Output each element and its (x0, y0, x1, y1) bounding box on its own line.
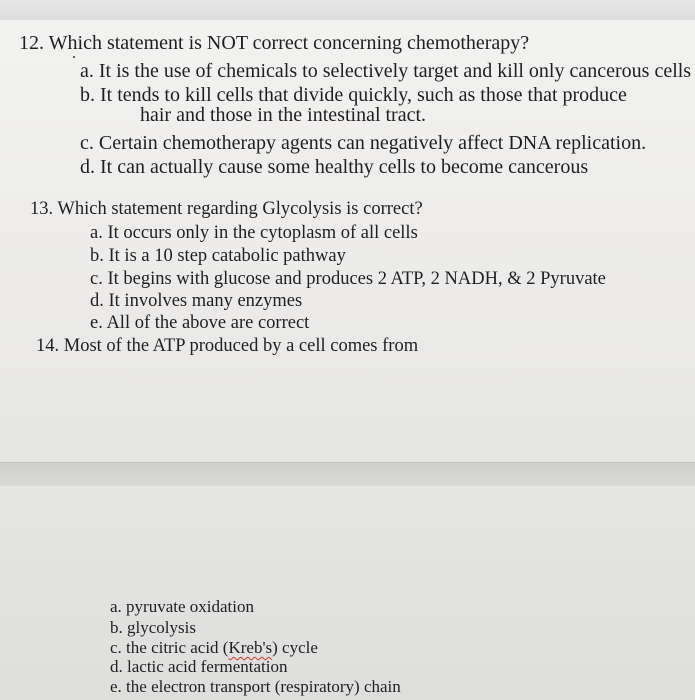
q13-option-d: d. It involves many enzymes (90, 291, 303, 311)
q14-option-e: e. the electron transport (respiratory) chain (110, 677, 401, 696)
q13-option-c: c. It begins with glucose and produces 2 ATP, 2 NADH, & 2 Pyruvate (90, 269, 606, 289)
page-gap (0, 462, 695, 488)
question-14: 14. Most of the ATP produced by a cell comes from (36, 336, 419, 356)
question-12: 12. Which statement is NOT correct concerning chemotherapy? (19, 32, 530, 54)
q14-option-a: a. pyruvate oxidation (110, 597, 254, 616)
top-band (0, 0, 695, 21)
q14-option-b: b. glycolysis (110, 618, 196, 637)
q14-option-c-prefix: c. the citric acid ( (110, 638, 229, 657)
stray-mark (73, 56, 75, 58)
question-13: 13. Which statement regarding Glycolysis is correct? (30, 199, 423, 219)
worksheet-page-lower (0, 486, 695, 700)
q14-option-c (110, 638, 318, 658)
q12-option-b-cont: hair and those in the intestinal tract. (140, 104, 427, 126)
q13-option-a: a. It occurs only in the cytoplasm of all cells (90, 223, 418, 243)
spellcheck-flagged-word: Kreb's (228, 638, 273, 657)
q13-option-b: b. It is a 10 step catabolic pathway (90, 246, 346, 266)
q13-option-e: e. All of the above are correct (90, 313, 310, 333)
q12-option-a: a. It is the use of chemicals to selectively target and kill only cancerous cells (80, 60, 692, 82)
q14-option-d: d. lactic acid fermentation (110, 657, 288, 676)
q12-option-b: b. It tends to kill cells that divide quickly, such as those that produce (80, 84, 627, 106)
q12-option-d: d. It can actually cause some healthy cells to become cancerous (80, 156, 589, 178)
q14-option-c-suffix: ) cycle (272, 638, 318, 657)
q12-option-c: c. Certain chemotherapy agents can negatively affect DNA replication. (80, 132, 647, 154)
